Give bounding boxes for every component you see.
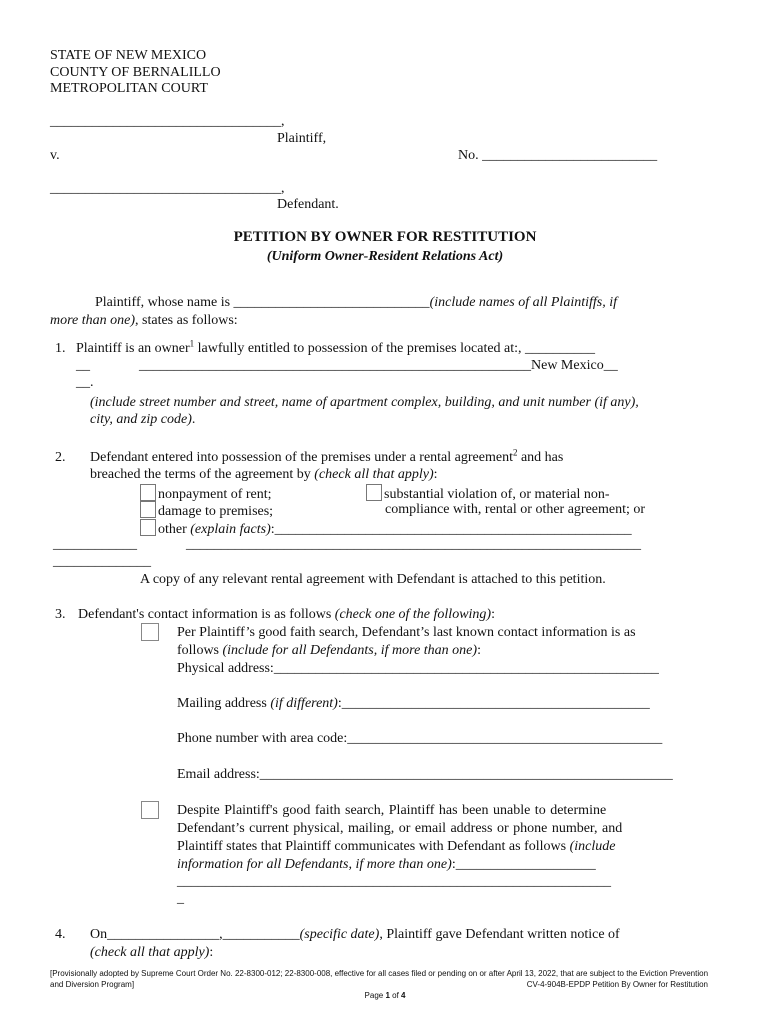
item-4-line-2 <box>90 944 213 961</box>
notice-date-blank[interactable]: On________________,___________ <box>90 927 300 942</box>
nonpayment-label: nonpayment of rent; <box>158 487 272 502</box>
item-2-text-end: and has <box>517 450 564 465</box>
item-1-note-text: city, and zip code) <box>90 412 192 427</box>
item-2-number: 2. <box>55 450 66 465</box>
other-checkbox[interactable] <box>140 519 156 536</box>
communication-blank[interactable]: :____________________ <box>451 857 596 872</box>
item-1-text: Plaintiff is an owner <box>76 341 190 356</box>
communication-blank-2[interactable]: ______________________________________________________________ <box>177 874 611 889</box>
other-facts-blank-3[interactable]: _________________________________________________________________ <box>186 537 641 552</box>
option-damage <box>140 501 273 520</box>
item-2-colon: : <box>433 467 438 482</box>
contact-known-colon: : <box>477 643 481 658</box>
contact-unknown-line-1: Despite Plaintiff's good faith search, Plaintiff has been unable to determine <box>177 803 607 818</box>
other-label: other <box>158 522 191 537</box>
damage-label: damage to premises; <box>158 504 274 519</box>
page-label: Page <box>364 991 386 1000</box>
footer-form-id: CV-4-904B-EPDP Petition By Owner for Restitution <box>526 980 708 989</box>
item-1-note-1: (include street number and street, name of apartment complex, building, and unit number (if any), <box>90 395 639 410</box>
communication-blank-3[interactable]: _ <box>177 891 184 906</box>
versus-label: v. <box>50 148 60 163</box>
contact-unknown-checkbox[interactable] <box>141 801 159 819</box>
premises-address-blank[interactable]: lawfully entitled to possession of the premises located at:, __________ <box>194 341 596 356</box>
item-2-line-2 <box>90 466 438 483</box>
physical-address-field[interactable]: Physical address:_______________________________________________________ <box>177 661 659 676</box>
damage-checkbox[interactable] <box>140 501 156 518</box>
item-2-text: Defendant entered into possession of the premises under a rental agreement <box>90 450 513 465</box>
mailing-address-blank[interactable]: :____________________________________________ <box>337 696 650 711</box>
mailing-address-instruction: (if different) <box>270 696 338 711</box>
page-of: of <box>389 991 402 1000</box>
violation-checkbox[interactable] <box>366 484 382 501</box>
page-number <box>0 990 770 1001</box>
item-3-colon: : <box>491 607 495 622</box>
item-4-line-1 <box>90 926 620 943</box>
item-4-colon: : <box>209 945 214 960</box>
footer-adoption-note: [Provisionally adopted by Supreme Court Order No. 22-8300-012; 22-8300-008, effective for all cases filed or pending on or after April 13, 2022, that are subject to the Eviction Prevention <box>50 969 709 978</box>
contact-known-checkbox[interactable] <box>141 623 159 641</box>
contact-known-instruction: (include for all Defendants, if more than one) <box>222 643 478 658</box>
total-pages: 4 <box>401 991 406 1000</box>
plaintiff-label: Plaintiff, <box>277 131 327 146</box>
item-1-blank-short[interactable]: __ <box>76 358 90 373</box>
contact-known-text: follows <box>177 643 223 658</box>
email-address-field[interactable]: Email address:___________________________________________________________ <box>177 767 673 782</box>
item-2-text-2: breached the terms of the agreement by <box>90 467 315 482</box>
intro-text[interactable]: Plaintiff, whose name is ____________________________ <box>95 295 430 310</box>
phone-number-field[interactable]: Phone number with area code:_____________________________________________ <box>177 731 663 746</box>
document-title: PETITION BY OWNER FOR RESTITUTION <box>233 229 537 245</box>
item-1-note-2 <box>90 411 195 428</box>
item-3-number: 3. <box>55 607 66 622</box>
intro-line-2 <box>50 312 238 329</box>
other-facts-blank-2[interactable]: ____________ <box>53 537 137 552</box>
case-number-field[interactable]: No. _________________________ <box>458 148 658 163</box>
intro-text-end: , states as follows: <box>135 313 238 328</box>
item-1-blank-end[interactable]: __. <box>76 375 94 390</box>
item-1-line-1 <box>76 340 595 357</box>
contact-unknown-line-3 <box>177 838 615 855</box>
current-page: 1 <box>385 991 390 1000</box>
item-2-line-1 <box>90 449 563 466</box>
item-2-instruction: (check all that apply) <box>314 467 434 482</box>
item-4-instruction: (check all that apply) <box>90 945 210 960</box>
court-header-court: METROPOLITAN COURT <box>50 81 208 96</box>
other-facts-blank[interactable]: :___________________________________________________ <box>270 522 632 537</box>
item-1-note-period: . <box>191 412 196 427</box>
intro-instruction: (include names of all Plaintiffs, if <box>429 295 617 310</box>
contact-unknown-line-2: Defendant’s current physical, mailing, or email address or phone number, and <box>177 821 623 836</box>
footnote-ref-1: 1 <box>189 338 195 349</box>
item-1-number: 1. <box>55 341 66 356</box>
contact-unknown-instruction: (include <box>569 839 616 854</box>
footer-adoption-note-2: and Diversion Program] <box>50 980 135 989</box>
option-violation-cont: compliance with, rental or other agreement; or <box>385 502 646 517</box>
contact-unknown-line-4 <box>177 856 596 873</box>
other-instruction: (explain facts) <box>190 522 271 537</box>
other-facts-blank-4[interactable]: ______________ <box>53 554 151 569</box>
mailing-address-label: Mailing address <box>177 696 271 711</box>
contact-known-line-2 <box>177 642 481 659</box>
defendant-label: Defendant. <box>277 197 339 212</box>
contact-known-line-1: Per Plaintiff’s good faith search, Defendant’s last known contact information is as <box>177 625 636 640</box>
notice-date-instruction: (specific date) <box>299 927 380 942</box>
contact-unknown-text: Plaintiff states that Plaintiff communicates with Defendant as follows <box>177 839 570 854</box>
intro-instruction-cont: more than one) <box>50 313 136 328</box>
plaintiff-name-blank[interactable]: _________________________________, <box>50 114 285 129</box>
court-header-state: STATE OF NEW MEXICO <box>50 48 207 63</box>
defendant-name-blank[interactable]: _________________________________, <box>50 181 285 196</box>
mailing-address-field[interactable] <box>177 695 650 712</box>
item-4-number: 4. <box>55 927 66 942</box>
court-header-county: COUNTY OF BERNALILLO <box>50 65 221 80</box>
document-subtitle: (Uniform Owner-Resident Relations Act) <box>266 249 504 264</box>
rental-agreement-note: A copy of any relevant rental agreement with Defendant is attached to this petition. <box>140 572 606 587</box>
item-3-instruction: (check one of the following) <box>334 607 492 622</box>
item-3-text: Defendant's contact information is as follows <box>78 607 335 622</box>
violation-label: substantial violation of, or material non- <box>384 487 610 502</box>
nonpayment-checkbox[interactable] <box>140 484 156 501</box>
item-3-line-1 <box>78 606 495 623</box>
intro-line-1 <box>95 294 617 311</box>
item-1-address-blank[interactable]: ________________________________________________________New Mexico__ <box>139 358 618 373</box>
contact-unknown-instruction-2: information for all Defendants, if more than one) <box>177 857 452 872</box>
item-4-text: , Plaintiff gave Defendant written notice of <box>379 927 620 942</box>
footnote-ref-2: 2 <box>512 447 518 458</box>
